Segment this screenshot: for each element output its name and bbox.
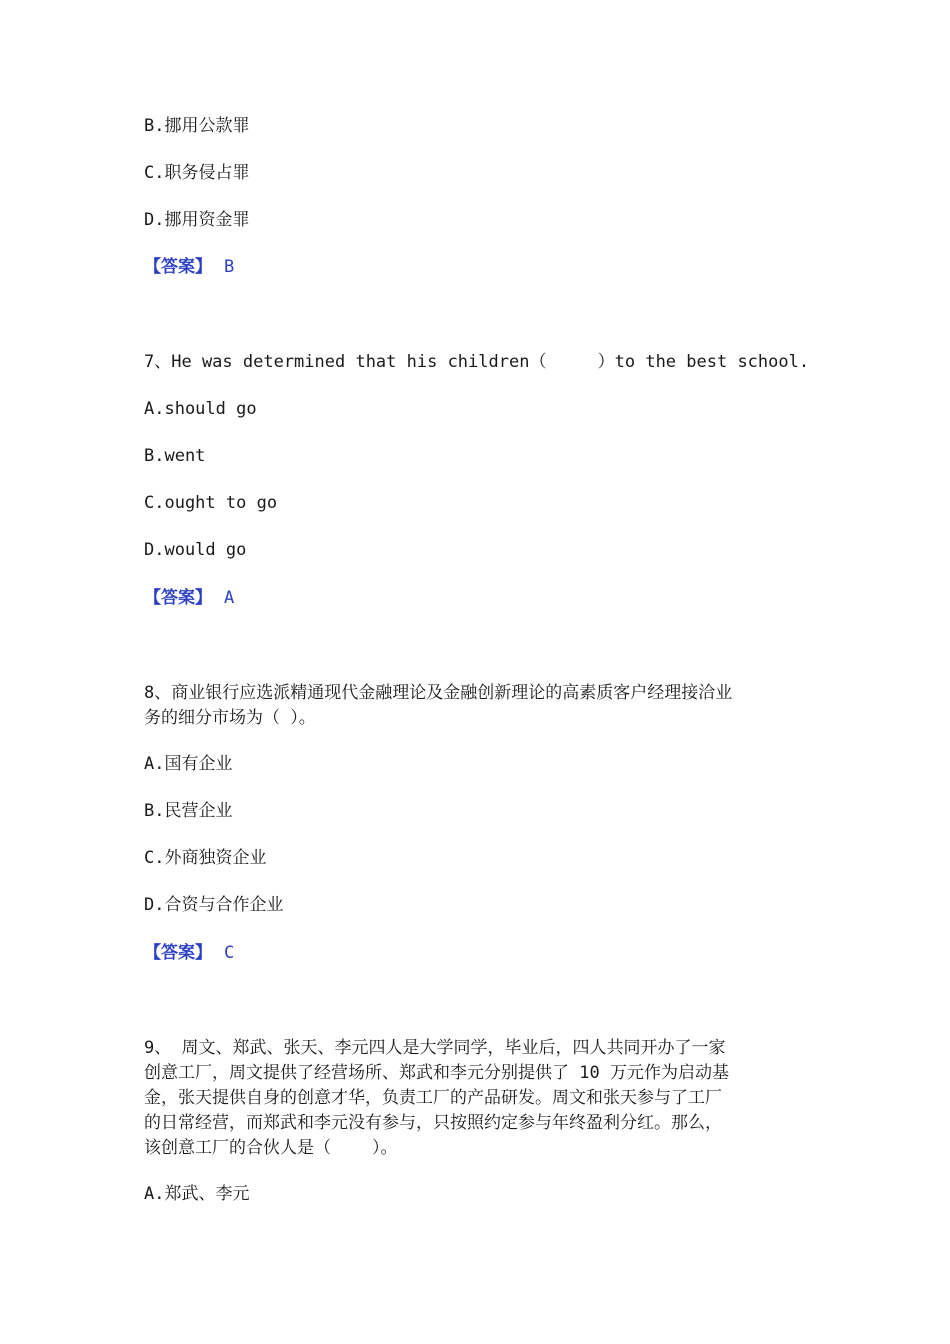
q9-question-line-1: 9、 周文、郑武、张天、李元四人是大学同学，毕业后，四人共同开办了一家 xyxy=(144,1038,726,1058)
q6-option-d: D.挪用资金罪 xyxy=(144,210,250,230)
q8-option-c: C.外商独资企业 xyxy=(144,848,267,868)
q8-answer xyxy=(144,941,234,965)
q9-question-line-5: 该创意工厂的合伙人是（ ）。 xyxy=(144,1138,398,1158)
q8-option-b: B.民营企业 xyxy=(144,801,233,821)
q7-option-d: D.would go xyxy=(144,540,247,560)
q7-option-a: A.should go xyxy=(144,399,257,419)
q8-answer-label: 【答案】 xyxy=(144,943,212,963)
q9-question-line-4: 的日常经营，而郑武和李元没有参与，只按照约定参与年终盈利分红。那么， xyxy=(144,1113,722,1133)
q8-option-a: A.国有企业 xyxy=(144,754,233,774)
q7-option-b: B.went xyxy=(144,446,206,466)
q9-option-a: A.郑武、李元 xyxy=(144,1184,250,1204)
q6-option-b: B.挪用公款罪 xyxy=(144,116,250,136)
q8-question-line-2: 务的细分市场为（ ）。 xyxy=(144,708,316,728)
q6-option-c: C.职务侵占罪 xyxy=(144,163,250,183)
q8-question-line-1: 8、商业银行应选派精通现代金融理论及金融创新理论的高素质客户经理接洽业 xyxy=(144,683,733,703)
q7-answer-label: 【答案】 xyxy=(144,588,212,608)
q8-answer-value: C xyxy=(224,943,235,963)
q6-answer xyxy=(144,255,234,279)
q8-option-d: D.合资与合作企业 xyxy=(144,895,284,915)
q9-question-line-2: 创意工厂，周文提供了经营场所、郑武和李元分别提供了 10 万元作为启动基 xyxy=(144,1063,729,1083)
q9-question-line-3: 金，张天提供自身的创意才华，负责工厂的产品研发。周文和张天参与了工厂 xyxy=(144,1088,722,1108)
q6-answer-value: B xyxy=(224,257,235,277)
q7-question: 7、He was determined that his children（ ）to the best school. xyxy=(144,352,810,372)
q6-answer-label: 【答案】 xyxy=(144,257,212,277)
q7-option-c: C.ought to go xyxy=(144,493,278,513)
q7-answer-value: A xyxy=(224,588,235,608)
q7-answer xyxy=(144,586,234,610)
